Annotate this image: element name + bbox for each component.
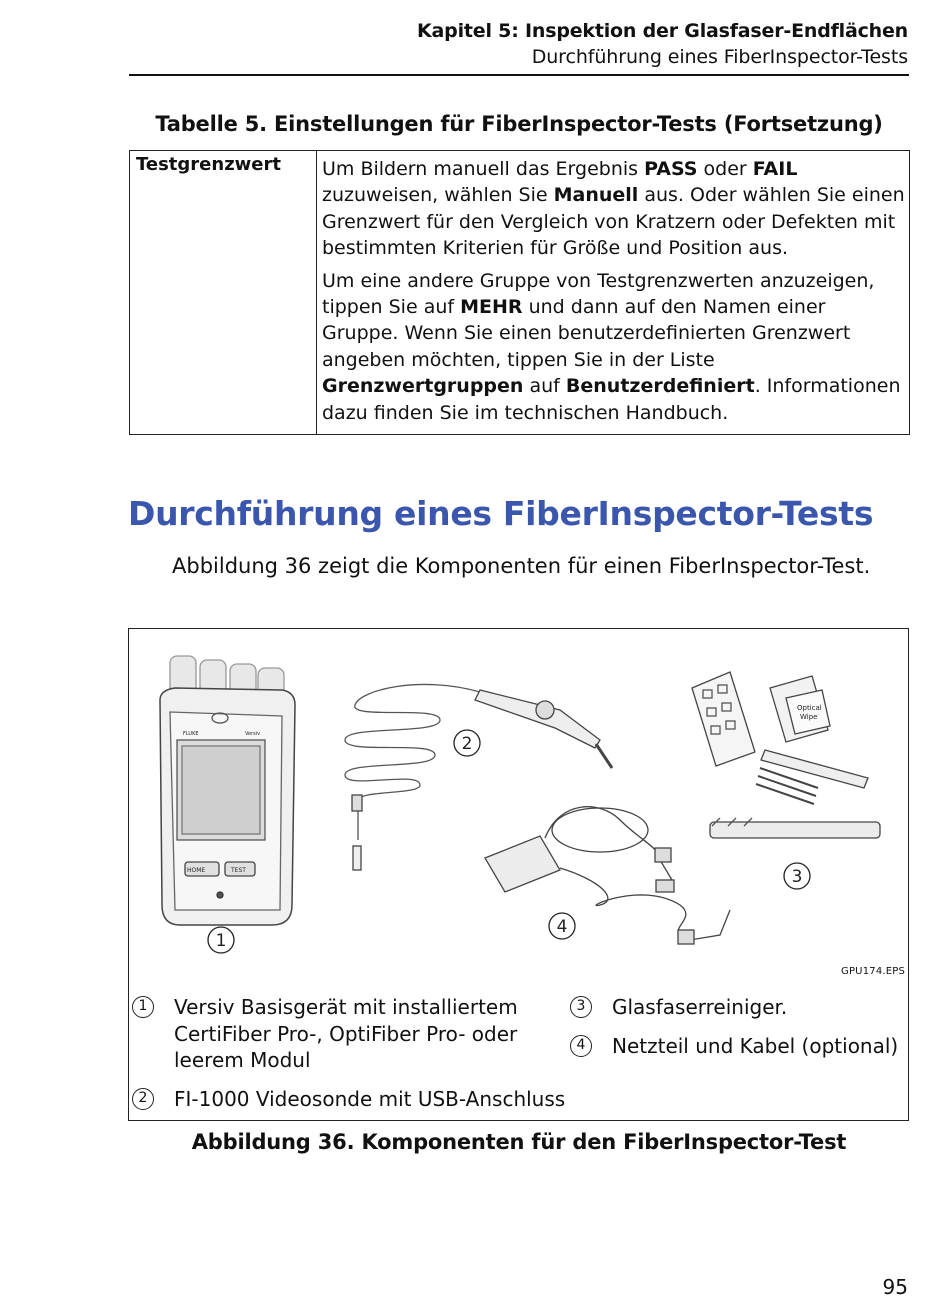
device-model-label: Versiv bbox=[245, 731, 261, 737]
wipe-label-1: Optical bbox=[797, 704, 822, 712]
callout-3: 3 bbox=[791, 867, 803, 887]
description-paragraph-1: Um Bildern manuell das Ergebnis PASS oder FAIL zuzuweisen, wählen Sie Manuell aus. Oder wählen Sie einen Grenzwert für den Vergleich von Kratzern oder Defekten mit bestimmten Kriterien für Größe und Position aus. bbox=[322, 158, 905, 260]
section-title: Durchführung eines FiberInspector-Tests bbox=[128, 494, 874, 533]
legend-item bbox=[132, 994, 542, 1074]
table-caption: Tabelle 5. Einstellungen für FiberInspector-Tests (Fortsetzung) bbox=[155, 112, 883, 136]
cleaning-kit-drawing bbox=[692, 672, 880, 838]
device-test-label: TEST bbox=[231, 867, 246, 874]
description-paragraph-2: Um eine andere Gruppe von Testgrenzwerten anzuzeigen, tippen Sie auf MEHR und dann auf den Namen einer Gruppe. Wenn Sie einen benutzerdefinierten Grenzwert angeben möchten, tippen Sie in der Liste Grenzwertgruppen auf Benutzerdefiniert. Informationen dazu finden Sie im technischen Handbuch. bbox=[322, 269, 901, 424]
header-section: Durchführung eines FiberInspector-Tests bbox=[531, 46, 908, 68]
legend-item bbox=[570, 1033, 905, 1060]
legend-number: 3 bbox=[570, 996, 592, 1018]
legend-item bbox=[132, 1086, 572, 1113]
term-cell: Testgrenzwert bbox=[130, 151, 317, 435]
device-home-label: HOME bbox=[187, 867, 206, 874]
legend-text: Versiv Basisgerät mit installiertem CertiFiber Pro-, OptiFiber Pro- oder leerem Modul bbox=[174, 995, 518, 1072]
legend-number: 1 bbox=[132, 996, 154, 1018]
callout-2: 2 bbox=[461, 734, 473, 754]
wipe-label-2: Wipe bbox=[800, 713, 818, 721]
legend-number: 2 bbox=[132, 1088, 154, 1110]
figure-caption: Abbildung 36. Komponenten für den FiberInspector-Test bbox=[191, 1130, 847, 1154]
callout-1: 1 bbox=[215, 931, 227, 951]
legend-item bbox=[570, 994, 900, 1021]
legend-text: FI-1000 Videosonde mit USB-Anschluss bbox=[174, 1087, 566, 1111]
intro-text: Abbildung 36 zeigt die Komponenten für einen FiberInspector-Test. bbox=[172, 554, 871, 578]
video-probe-drawing bbox=[345, 684, 612, 870]
legend-text: Netzteil und Kabel (optional) bbox=[612, 1034, 899, 1058]
versiv-device-drawing bbox=[160, 656, 295, 925]
power-adapter-drawing bbox=[485, 807, 730, 944]
legend-text: Glasfaserreiniger. bbox=[612, 995, 788, 1019]
device-brand-label: FLUKE bbox=[183, 731, 199, 737]
callout-4: 4 bbox=[556, 917, 568, 937]
header-chapter: Kapitel 5: Inspektion der Glasfaser-Endflächen bbox=[417, 20, 908, 42]
page-number: 95 bbox=[882, 1275, 908, 1299]
figure-file-id: GPU174.EPS bbox=[841, 966, 906, 977]
legend-number: 4 bbox=[570, 1035, 592, 1057]
